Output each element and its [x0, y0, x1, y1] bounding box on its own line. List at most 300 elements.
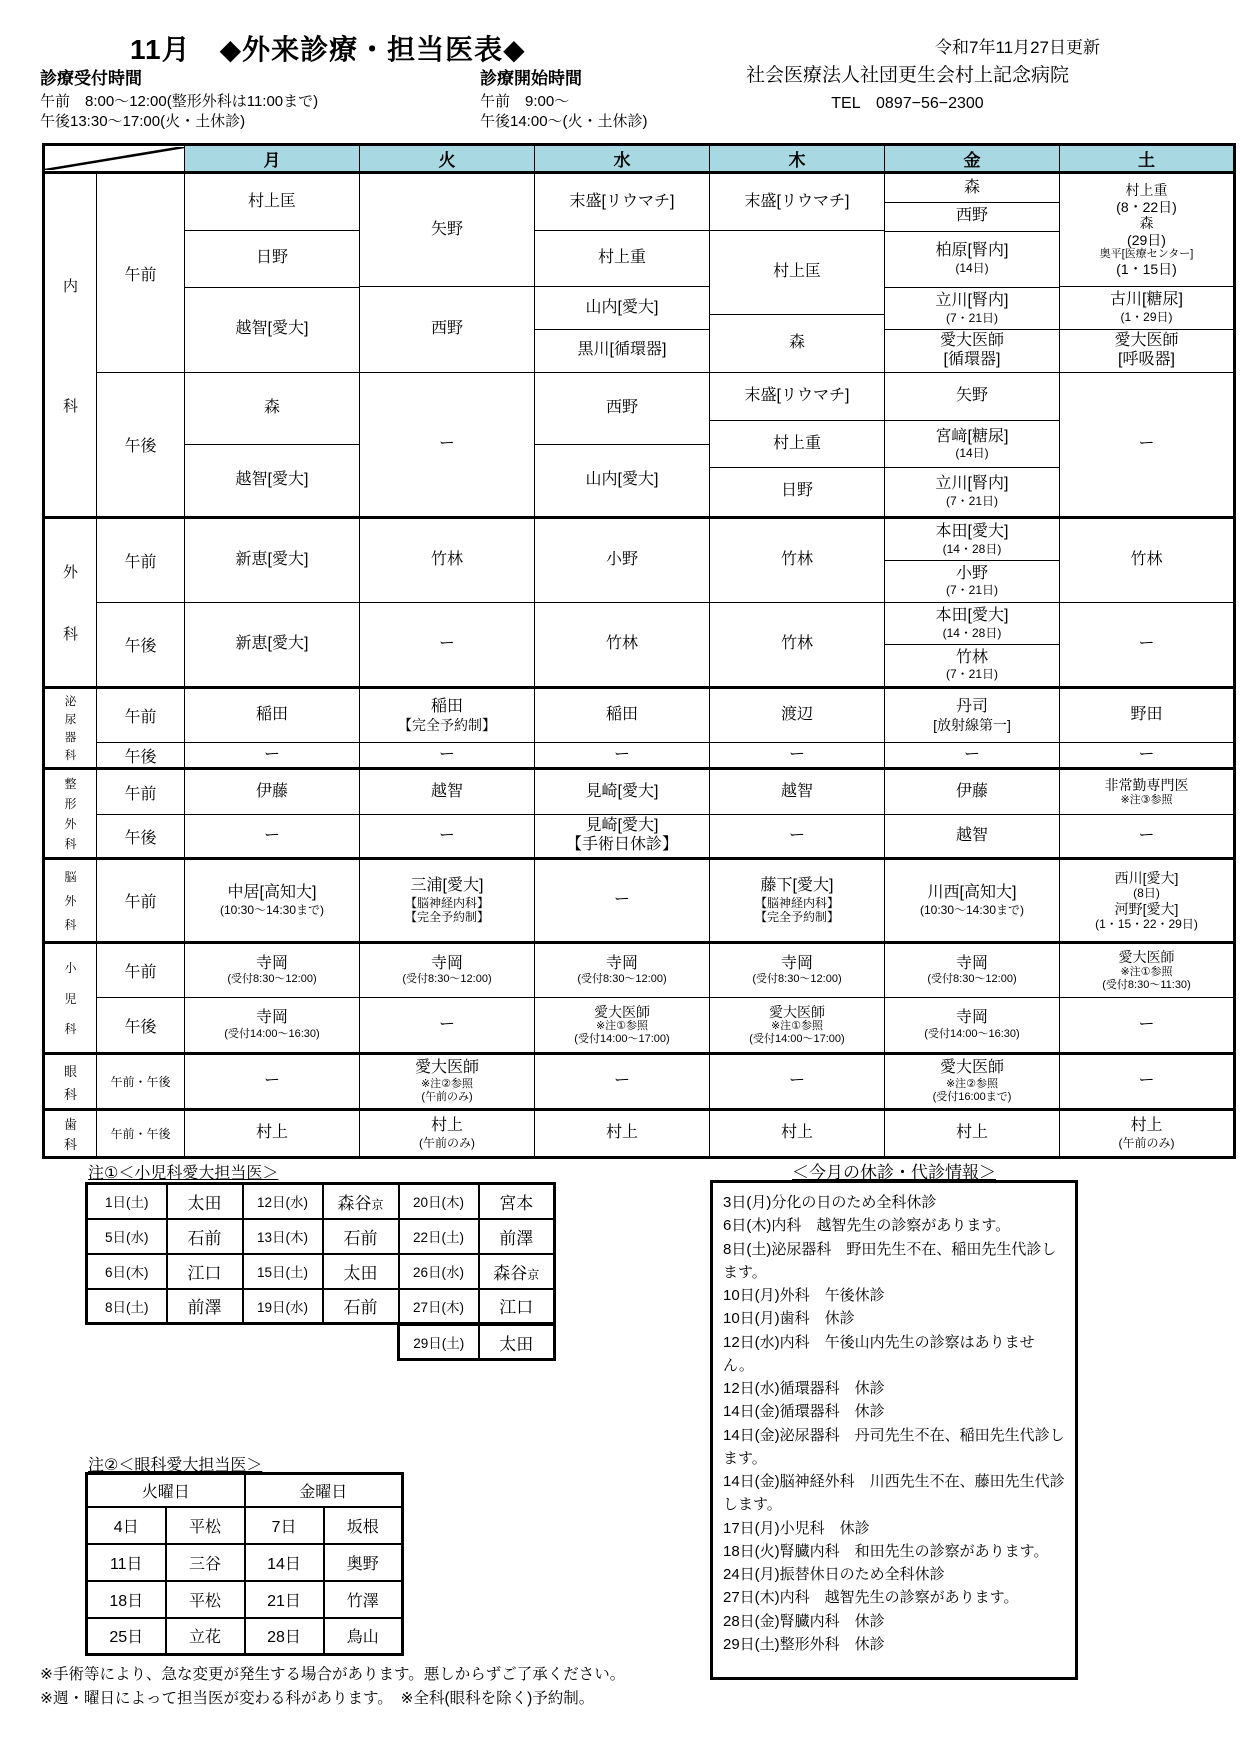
doctor-entry-line: 村上重	[597, 249, 646, 266]
doctor-entry-line: (29日)	[1127, 231, 1166, 248]
doctor-cell	[185, 688, 360, 743]
doctor-entry	[885, 287, 1059, 330]
note2-row	[87, 1544, 403, 1581]
doctor-entry-line: ー	[438, 745, 455, 763]
dept-label	[44, 173, 97, 518]
doctor-cell	[185, 1054, 360, 1110]
doctor-cell-stack	[535, 945, 709, 997]
dept-label-text: 眼 科	[63, 1063, 77, 1102]
doctor-cell-stack	[535, 771, 709, 814]
pediatrics-doctors-extra-row	[397, 1323, 556, 1361]
doctor-entry-line: 寺岡	[430, 954, 463, 972]
doctor-entry	[535, 444, 709, 516]
doctor-entry-line: 日野	[255, 249, 288, 267]
doctor-entry-line: 山内[愛大]	[585, 470, 659, 488]
doctor-entry-line: 越智[愛大]	[235, 470, 309, 488]
doctor-entry	[885, 520, 1059, 560]
doctor-cell-stack	[185, 1111, 359, 1156]
doctor-cell	[360, 518, 535, 603]
start-hours-am: 午前 9:00～	[480, 93, 570, 110]
doctor-entry	[360, 816, 534, 857]
doctor-entry	[710, 1111, 884, 1156]
doctor-cell-stack	[360, 690, 534, 742]
note1-doctor: 太田	[167, 1184, 243, 1219]
dept-label	[44, 688, 97, 769]
doctor-cell	[185, 769, 360, 815]
doctor-cell-stack	[185, 860, 359, 941]
dept-label	[44, 943, 97, 1054]
doctor-cell-stack	[710, 771, 884, 814]
hospital-tel: TEL 0897−56−2300	[831, 95, 984, 112]
doctor-entry	[360, 690, 534, 742]
doctor-entry	[185, 860, 359, 941]
doctor-entry-line: 村上	[605, 1124, 638, 1142]
doctor-cell-stack	[360, 520, 534, 602]
doctor-cell	[710, 743, 885, 769]
period-label-text: 午後	[124, 829, 157, 847]
doctor-cell-stack	[185, 816, 359, 857]
month-info-item: 12日(水)循環器科 休診	[723, 1380, 885, 1397]
doctor-cell-stack	[360, 816, 534, 857]
doctor-cell	[535, 373, 710, 518]
doctor-cell	[710, 373, 885, 518]
doctor-entry	[535, 690, 709, 742]
doctor-cell-stack	[710, 945, 884, 997]
doctor-entry-line: 立川[腎内]	[935, 291, 1009, 309]
doctor-entry-line: 竹林	[430, 551, 463, 569]
period-label-text: 午前・午後	[110, 1127, 171, 1141]
doctor-cell-stack	[185, 604, 359, 686]
doctor-entry-line: 見崎[愛大]	[585, 817, 659, 835]
doctor-entry-line: 森	[1139, 215, 1154, 232]
doctor-cell-stack	[1060, 771, 1233, 814]
doctor-entry-line: (14日)	[955, 261, 989, 276]
reception-hours-pm: 午後13:30～17:00(火・土休診)	[40, 113, 246, 130]
doctor-entry-line: 矢野	[955, 387, 988, 405]
doctor-entry	[885, 771, 1059, 814]
doctor-cell	[185, 518, 360, 603]
doctor-entry	[535, 520, 709, 602]
period-label	[97, 815, 185, 859]
schedule-row	[44, 743, 1235, 769]
month-info-item: 28日(金)腎臓内科 休診	[723, 1612, 885, 1630]
doctor-entry-line: 藤下[愛大]	[760, 876, 834, 894]
doctor-entry-line: 末盛[リウマチ]	[569, 192, 675, 210]
doctor-cell	[885, 518, 1060, 603]
doctor-entry	[535, 744, 709, 767]
doctor-cell	[360, 769, 535, 815]
doctor-entry	[710, 771, 884, 814]
doctor-entry-line: 【手術日休診】	[565, 836, 678, 853]
doctor-cell-stack	[885, 690, 1059, 742]
doctor-cell	[885, 1054, 1060, 1110]
doctor-cell	[710, 815, 885, 859]
dept-label	[44, 1110, 97, 1158]
doctor-entry	[185, 520, 359, 602]
doctor-cell	[1060, 743, 1235, 769]
period-label	[97, 603, 185, 688]
period-label-text: 午後	[124, 1018, 157, 1036]
note1-doctor: 江口	[479, 1289, 555, 1324]
month-info-item: 10日(月)歯科 休診	[723, 1310, 855, 1328]
schedule-row	[44, 859, 1235, 943]
updated-date: 令和7年11月27日更新	[934, 38, 1100, 57]
doctor-entry	[360, 374, 534, 516]
doctor-cell	[885, 815, 1060, 859]
doctor-cell	[1060, 943, 1235, 998]
doctor-cell-stack	[710, 520, 884, 602]
doctor-entry	[885, 690, 1059, 742]
doctor-entry-line: 見崎[愛大]	[585, 782, 659, 800]
doctor-entry-line: 柏原[腎内]	[935, 242, 1009, 260]
doctor-entry	[710, 175, 884, 231]
note1-date: 20日(木)	[399, 1184, 479, 1219]
doctor-cell-stack	[1060, 999, 1233, 1052]
schedule-row	[44, 1054, 1235, 1110]
doctor-entry	[710, 1055, 884, 1108]
dept-label	[44, 859, 97, 943]
doctor-entry-line: 小野	[955, 564, 988, 582]
doctor-entry	[710, 999, 884, 1052]
doctor-entry-line: 寺岡	[255, 954, 288, 972]
doctor-entry-line: (8・22日)	[1116, 198, 1177, 215]
doctor-entry	[710, 744, 884, 767]
note2-header-row	[87, 1474, 403, 1507]
doctor-entry-line: ※注①参照	[770, 1020, 824, 1033]
doctor-entry-line: (14・28日)	[942, 541, 1002, 556]
note1-date: 26日(水)	[399, 1254, 479, 1289]
doctor-cell-stack	[1060, 1111, 1233, 1156]
doctor-cell	[885, 859, 1060, 943]
doctor-entry-line: 非常勤専門医	[1104, 777, 1189, 794]
doctor-cell-stack	[360, 744, 534, 767]
doctor-entry	[885, 860, 1059, 941]
doctor-entry	[360, 175, 534, 287]
note1-date: 1日(土)	[87, 1184, 167, 1219]
doctor-cell	[710, 943, 885, 998]
schedule-header-row	[44, 145, 1235, 173]
doctor-entry-line: [呼吸器]	[1118, 350, 1175, 368]
doctor-entry	[1060, 604, 1233, 686]
month-info-title: ＜今月の休診・代診情報＞	[792, 1163, 996, 1182]
doctor-cell-stack	[185, 771, 359, 814]
doctor-entry-line: (1・29日)	[1120, 309, 1173, 324]
doctor-entry-line: 【完全予約制】	[404, 909, 489, 924]
note2-date: 7日	[245, 1507, 324, 1544]
doctor-cell-stack	[885, 771, 1059, 814]
note2-title: 注②＜眼科愛大担当医＞	[88, 1457, 263, 1474]
doctor-entry-line: 西川[愛大]	[1114, 869, 1179, 886]
period-label-text: 午後	[124, 748, 157, 766]
doctor-cell-stack	[710, 1111, 884, 1156]
doctor-cell	[710, 1054, 885, 1110]
doctor-cell-stack	[535, 999, 709, 1052]
doctor-entry-line: 竹林	[955, 648, 988, 666]
doctor-entry-line: ー	[613, 891, 630, 909]
doctor-entry-line: [放射線第一]	[933, 716, 1011, 733]
doctor-entry	[1060, 860, 1233, 941]
note2-date: 14日	[245, 1544, 324, 1581]
doctor-entry	[885, 374, 1059, 420]
doctor-entry	[710, 314, 884, 372]
doctor-entry-line: 村上	[955, 1124, 988, 1142]
period-label	[97, 769, 185, 815]
doctor-entry	[185, 744, 359, 767]
doctor-entry-line: 村上匡	[772, 263, 821, 281]
doctor-entry-line: 竹林	[605, 635, 638, 653]
doctor-cell	[360, 603, 535, 688]
doctor-entry-line: 村上	[1130, 1116, 1163, 1134]
doctor-cell-stack	[185, 945, 359, 997]
doctor-entry-line: ー	[963, 745, 980, 763]
doctor-cell	[535, 859, 710, 943]
doctor-entry-line: (受付8:30～12:00)	[752, 973, 842, 986]
schedule-row	[44, 943, 1235, 998]
doctor-cell-stack	[535, 816, 709, 857]
doctor-entry-line: (受付8:30～12:00)	[927, 973, 1017, 986]
doctor-entry	[360, 771, 534, 814]
period-label-text: 午後	[124, 638, 157, 655]
doctor-entry-line: ー	[788, 1072, 805, 1090]
note2-doctor: 奥野	[324, 1544, 403, 1581]
doctor-entry	[885, 744, 1059, 767]
doctor-entry-line: ー	[438, 435, 455, 453]
doctor-entry-line: 本田[愛大]	[935, 523, 1009, 540]
doctor-entry-line: 越智	[955, 826, 988, 844]
doctor-entry-line: (14日)	[955, 446, 989, 461]
doctor-cell-stack	[360, 175, 534, 372]
doctor-cell	[885, 943, 1060, 998]
doctor-entry	[1060, 1055, 1233, 1108]
doctor-entry	[185, 374, 359, 444]
doctor-entry-line: 愛大医師	[939, 331, 1004, 349]
note2-doctor: 竹澤	[324, 1581, 403, 1618]
doctor-cell	[360, 373, 535, 518]
doctor-cell	[710, 1110, 885, 1158]
doctor-entry	[1060, 999, 1233, 1052]
doctor-entry-line: (10:30～14:30まで)	[919, 902, 1025, 917]
note2-date: 11日	[87, 1544, 166, 1581]
doctor-entry-line: 寺岡	[605, 954, 638, 972]
doctor-entry-line: ※注②参照	[420, 1077, 474, 1090]
doctor-cell	[185, 373, 360, 518]
note2-row	[87, 1581, 403, 1618]
doctor-entry	[1060, 1111, 1233, 1156]
day-header-5: 金	[885, 145, 1060, 173]
doctor-entry-line: 黒川[循環器]	[577, 341, 667, 359]
doctor-entry-line: ー	[438, 635, 455, 653]
doctor-entry-line: 末盛[リウマチ]	[744, 387, 850, 405]
doctor-entry	[360, 945, 534, 997]
doctor-cell-stack	[535, 1111, 709, 1156]
doctor-entry-line: 山内[愛大]	[585, 298, 659, 316]
doctor-entry-line: (10:30～14:30まで)	[219, 902, 325, 917]
dept-label-text: 泌 尿 器 科	[64, 695, 77, 763]
note2-date: 21日	[245, 1581, 324, 1618]
doctor-entry	[185, 1055, 359, 1108]
doctor-entry	[360, 286, 534, 371]
doctor-cell	[535, 943, 710, 998]
note1-title: 注①＜小児科愛大担当医＞	[88, 1165, 279, 1182]
doctor-entry-line: ー	[788, 826, 805, 844]
day-header-1: 月	[185, 145, 360, 173]
doctor-cell-stack	[535, 520, 709, 602]
doctor-entry	[885, 644, 1059, 686]
doctor-cell	[360, 688, 535, 743]
doctor-cell-stack	[360, 1111, 534, 1156]
doctor-cell	[535, 998, 710, 1054]
doctor-entry	[535, 374, 709, 444]
schedule-row	[44, 688, 1235, 743]
note2-row	[87, 1507, 403, 1544]
doctor-cell-stack	[1060, 374, 1233, 516]
doctor-cell-stack	[360, 860, 534, 941]
day-header-2: 火	[360, 145, 535, 173]
doctor-entry-line: 森	[263, 399, 280, 417]
doctor-entry-line: 村上	[255, 1124, 288, 1142]
doctor-cell	[185, 173, 360, 373]
doctor-cell	[710, 769, 885, 815]
note2-doctor: 坂根	[324, 1507, 403, 1544]
doctor-entry-line: 中居[高知大]	[227, 883, 317, 901]
doctor-entry	[1060, 175, 1233, 286]
doctor-entry	[360, 604, 534, 686]
doctor-cell-stack	[535, 374, 709, 516]
note2-row	[87, 1618, 403, 1655]
doctor-cell	[535, 1110, 710, 1158]
note2-doctor: 鳥山	[324, 1618, 403, 1655]
period-label	[97, 518, 185, 603]
doctor-entry	[885, 816, 1059, 857]
doctor-entry-line: ー	[1138, 635, 1155, 653]
doctor-entry-line: 稲田	[605, 706, 638, 724]
doctor-entry-line: 村上重	[1125, 182, 1168, 199]
doctor-cell-stack	[885, 945, 1059, 997]
doctor-entry	[185, 287, 359, 372]
doctor-entry-line: 河野[愛大]	[1114, 900, 1179, 917]
doctor-entry-line: ー	[788, 745, 805, 763]
doctor-entry-line: (受付14:00～17:00)	[574, 1033, 670, 1046]
doctor-entry	[885, 604, 1059, 644]
doctor-entry-line: 【脳神経内科】	[754, 895, 839, 910]
doctor-cell	[1060, 998, 1235, 1054]
day-header-3: 水	[535, 145, 710, 173]
period-label	[97, 998, 185, 1054]
doctor-entry	[885, 329, 1059, 372]
doctor-cell-stack	[185, 374, 359, 516]
period-label-text: 午前	[124, 554, 157, 571]
doctor-entry-line: 愛大医師	[594, 1003, 650, 1020]
doctor-cell	[360, 815, 535, 859]
doctor-entry	[710, 520, 884, 602]
doctor-entry	[185, 999, 359, 1052]
doctor-entry-line: (午前のみ)	[1118, 1135, 1175, 1150]
month-info-item: 14日(金)脳神経外科 川西先生不在、藤田先生代診します。	[723, 1473, 1065, 1514]
doctor-entry	[710, 420, 884, 467]
doctor-cell	[885, 688, 1060, 743]
doctor-entry	[710, 816, 884, 857]
doctor-entry-line: 寺岡	[780, 954, 813, 972]
doctor-cell	[1060, 603, 1235, 688]
doctor-entry-line: (1・15日)	[1116, 261, 1177, 278]
doctor-entry	[535, 329, 709, 372]
period-label-text: 午後	[124, 438, 157, 455]
doctor-entry-line: (7・21日)	[945, 583, 998, 598]
note1-date: 13日(木)	[243, 1219, 323, 1254]
doctor-cell-stack	[885, 374, 1059, 516]
doctor-cell	[535, 518, 710, 603]
doctor-entry	[1060, 945, 1233, 997]
dept-label-text: 外 科	[62, 564, 78, 643]
doctor-cell	[710, 518, 885, 603]
doctor-entry	[535, 771, 709, 814]
doctor-entry	[1060, 374, 1233, 516]
doctor-cell-stack	[360, 1055, 534, 1108]
doctor-cell-stack	[185, 690, 359, 742]
doctor-cell-stack	[885, 816, 1059, 857]
period-label	[97, 859, 185, 943]
doctor-cell	[885, 743, 1060, 769]
doctor-entry	[360, 999, 534, 1052]
month-info-item: 29日(土)整形外科 休診	[723, 1635, 885, 1653]
doctor-cell-stack	[1060, 175, 1233, 372]
doctor-cell-stack	[885, 604, 1059, 686]
doctor-entry	[535, 1111, 709, 1156]
doctor-entry-line: 三浦[愛大]	[410, 876, 484, 894]
period-label-text: 午前	[124, 894, 157, 911]
doctor-entry-line: (受付14:00～16:30)	[224, 1027, 320, 1040]
doctor-cell-stack	[185, 744, 359, 767]
doctor-entry-line: 奥平[医療センター]	[1099, 248, 1194, 261]
doctor-entry	[535, 816, 709, 857]
doctor-entry-line: 村上	[430, 1116, 463, 1134]
doctor-cell	[535, 815, 710, 859]
doctor-entry-line: 矢野	[430, 220, 463, 238]
doctor-entry-line: 野田	[1130, 706, 1163, 724]
note1-doctor: 森谷京	[479, 1254, 555, 1289]
doctor-cell	[1060, 815, 1235, 859]
doctor-entry-line: 越智	[780, 782, 813, 800]
doctor-cell-stack	[360, 374, 534, 516]
doctor-cell-stack	[185, 520, 359, 602]
month-info-item: 17日(月)小児科 休診	[723, 1519, 870, 1537]
doctor-entry	[360, 744, 534, 767]
doctor-entry	[885, 1111, 1059, 1156]
doctor-entry-line: (7・21日)	[945, 667, 998, 682]
doctor-entry-line: (受付8:30～12:00)	[577, 973, 667, 986]
doctor-entry	[885, 231, 1059, 287]
doctor-cell	[185, 603, 360, 688]
period-label	[97, 743, 185, 769]
note1-date: 29日(土)	[399, 1325, 479, 1360]
note1-doctor: 前澤	[167, 1289, 243, 1324]
doctor-entry-line: ー	[613, 745, 630, 763]
doctor-entry-line: 村上	[780, 1124, 813, 1142]
doctor-cell	[535, 603, 710, 688]
doctor-entry-line: 立川[腎内]	[935, 475, 1009, 493]
doctor-entry-line: 愛大医師	[1118, 949, 1175, 966]
doctor-entry	[185, 444, 359, 516]
note2-day-header: 火曜日	[87, 1474, 245, 1507]
doctor-cell	[710, 603, 885, 688]
doctor-entry-line: ー	[1138, 1072, 1155, 1090]
doctor-entry-line: ※注①参照	[595, 1020, 649, 1033]
doctor-cell	[535, 743, 710, 769]
period-label-text: 午前	[124, 785, 157, 803]
diagonal-line	[45, 147, 184, 170]
doctor-entry-line: (午前のみ)	[419, 1135, 475, 1150]
note1-doctor-suffix: 京	[371, 1197, 384, 1212]
